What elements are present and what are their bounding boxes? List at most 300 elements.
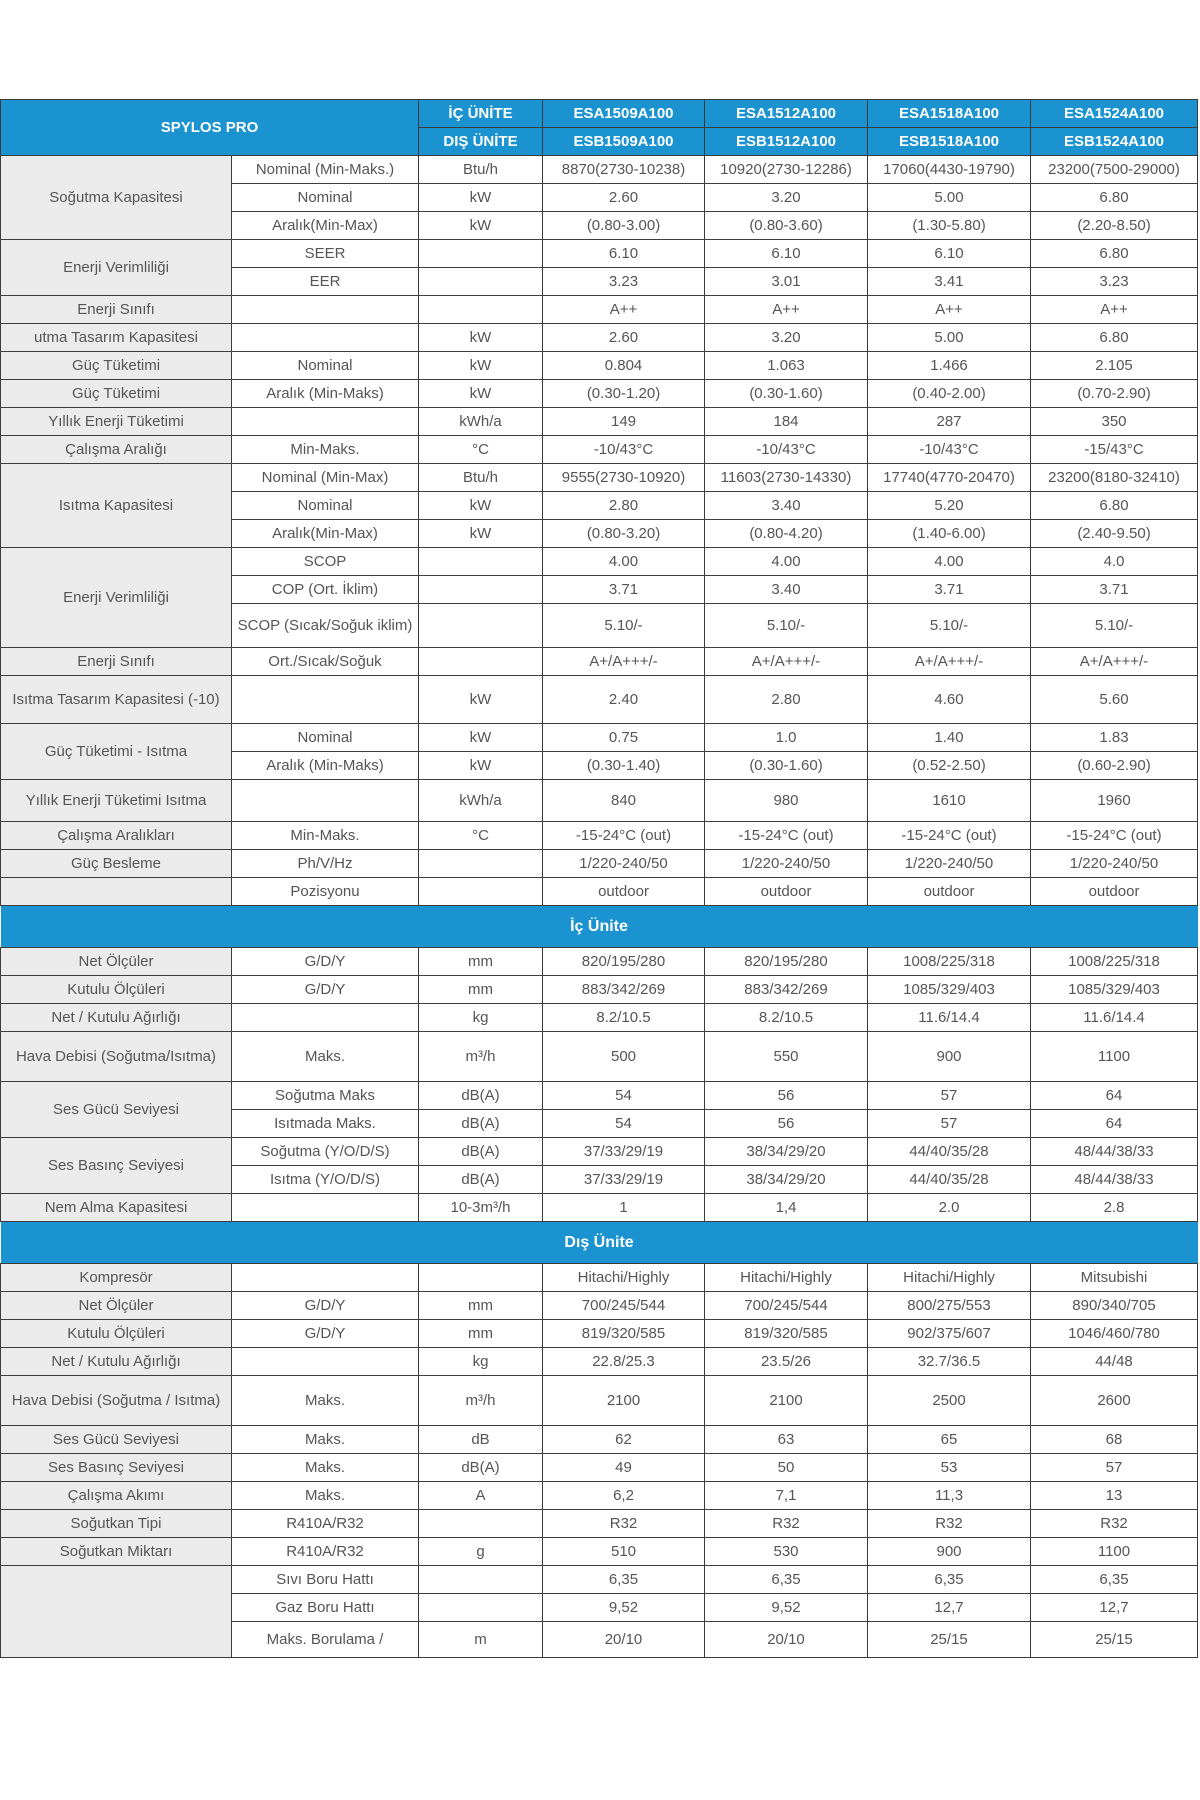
- row-sublabel: SCOP (Sıcak/Soğuk iklim): [232, 604, 419, 648]
- row-sublabel: Aralık(Min-Max): [232, 212, 419, 240]
- table-row: [1, 1510, 1198, 1538]
- row-value: 3.23: [1031, 268, 1198, 296]
- row-label: Hava Debisi (Soğutma / Isıtma): [1, 1376, 232, 1426]
- row-value: 11.6/14.4: [1031, 1004, 1198, 1032]
- row-label: [1, 1566, 232, 1658]
- row-sublabel: Aralık (Min-Maks): [232, 752, 419, 780]
- indoor-model: ESA1524A100: [1031, 100, 1198, 128]
- row-value: 6.10: [705, 240, 868, 268]
- row-value: 7,1: [705, 1482, 868, 1510]
- row-value: 700/245/544: [543, 1292, 705, 1320]
- row-value: 6,2: [543, 1482, 705, 1510]
- row-value: 5.10/-: [1031, 604, 1198, 648]
- row-unit: m: [419, 1622, 543, 1658]
- row-value: (2.40-9.50): [1031, 520, 1198, 548]
- row-label: Net / Kutulu Ağırlığı: [1, 1348, 232, 1376]
- spec-table: [0, 99, 1198, 1658]
- row-value: 6.80: [1031, 324, 1198, 352]
- indoor-model: ESA1518A100: [868, 100, 1031, 128]
- row-unit: dB: [419, 1426, 543, 1454]
- row-value: 48/44/38/33: [1031, 1166, 1198, 1194]
- row-unit: kg: [419, 1004, 543, 1032]
- row-value: 0.804: [543, 352, 705, 380]
- row-sublabel: Isıtma (Y/O/D/S): [232, 1166, 419, 1194]
- table-row: [1, 1004, 1198, 1032]
- row-unit: kW: [419, 324, 543, 352]
- row-unit: dB(A): [419, 1110, 543, 1138]
- section-header: [1, 1222, 1198, 1264]
- row-value: 23.5/26: [705, 1348, 868, 1376]
- table-row: [1, 1138, 1198, 1166]
- row-value: 819/320/585: [705, 1320, 868, 1348]
- row-value: 6,35: [1031, 1566, 1198, 1594]
- row-unit: g: [419, 1538, 543, 1566]
- indoor-model: ESA1509A100: [543, 100, 705, 128]
- row-value: 50: [705, 1454, 868, 1482]
- row-value: (0.60-2.90): [1031, 752, 1198, 780]
- section-header: [1, 906, 1198, 948]
- table-row: [1, 780, 1198, 822]
- row-sublabel: Soğutma (Y/O/D/S): [232, 1138, 419, 1166]
- row-sublabel: G/D/Y: [232, 1320, 419, 1348]
- row-value: 1100: [1031, 1032, 1198, 1082]
- row-sublabel: [232, 1348, 419, 1376]
- row-value: 883/342/269: [705, 976, 868, 1004]
- row-value: outdoor: [868, 878, 1031, 906]
- row-value: 6,35: [543, 1566, 705, 1594]
- row-value: 5.20: [868, 492, 1031, 520]
- row-unit: dB(A): [419, 1138, 543, 1166]
- row-value: 1.063: [705, 352, 868, 380]
- row-value: 12,7: [868, 1594, 1031, 1622]
- row-value: 44/40/35/28: [868, 1138, 1031, 1166]
- row-value: -15-24°C (out): [705, 822, 868, 850]
- row-value: 1.83: [1031, 724, 1198, 752]
- row-value: 3.20: [705, 324, 868, 352]
- row-label: Çalışma Akımı: [1, 1482, 232, 1510]
- row-value: 65: [868, 1426, 1031, 1454]
- row-unit: [419, 1566, 543, 1594]
- row-value: 840: [543, 780, 705, 822]
- row-unit: [419, 1264, 543, 1292]
- row-unit: kW: [419, 184, 543, 212]
- row-value: 5.60: [1031, 676, 1198, 724]
- row-label: Kompresör: [1, 1264, 232, 1292]
- row-unit: Btu/h: [419, 156, 543, 184]
- row-value: 53: [868, 1454, 1031, 1482]
- row-value: (0.70-2.90): [1031, 380, 1198, 408]
- row-value: 3.01: [705, 268, 868, 296]
- row-value: 1/220-240/50: [1031, 850, 1198, 878]
- row-label: Isıtma Tasarım Kapasitesi (-10): [1, 676, 232, 724]
- row-value: 510: [543, 1538, 705, 1566]
- row-value: 32.7/36.5: [868, 1348, 1031, 1376]
- row-sublabel: [232, 1194, 419, 1222]
- row-value: 5.00: [868, 324, 1031, 352]
- table-row: [1, 1320, 1198, 1348]
- row-sublabel: Maks.: [232, 1426, 419, 1454]
- row-value: (0.40-2.00): [868, 380, 1031, 408]
- row-sublabel: [232, 676, 419, 724]
- row-sublabel: Nominal (Min-Max): [232, 464, 419, 492]
- row-unit: °C: [419, 436, 543, 464]
- row-value: 5.00: [868, 184, 1031, 212]
- row-value: 6.10: [543, 240, 705, 268]
- outdoor-model: ESB1518A100: [868, 128, 1031, 156]
- row-value: R32: [543, 1510, 705, 1538]
- row-label: Nem Alma Kapasitesi: [1, 1194, 232, 1222]
- row-value: 10920(2730-12286): [705, 156, 868, 184]
- row-value: 1008/225/318: [868, 948, 1031, 976]
- row-label: Kutulu Ölçüleri: [1, 1320, 232, 1348]
- row-value: 12,7: [1031, 1594, 1198, 1622]
- row-value: 44/40/35/28: [868, 1166, 1031, 1194]
- row-value: 6,35: [868, 1566, 1031, 1594]
- outdoor-unit-label: DIŞ ÜNİTE: [419, 128, 543, 156]
- row-value: (0.30-1.40): [543, 752, 705, 780]
- row-unit: [419, 648, 543, 676]
- row-value: 3.40: [705, 576, 868, 604]
- row-value: 9555(2730-10920): [543, 464, 705, 492]
- table-row: [1, 408, 1198, 436]
- row-label: Güç Tüketimi - Isıtma: [1, 724, 232, 780]
- row-label: Çalışma Aralıkları: [1, 822, 232, 850]
- row-unit: [419, 548, 543, 576]
- row-value: 3.41: [868, 268, 1031, 296]
- table-row: [1, 1082, 1198, 1110]
- row-value: 44/48: [1031, 1348, 1198, 1376]
- row-sublabel: SCOP: [232, 548, 419, 576]
- row-sublabel: Aralık(Min-Max): [232, 520, 419, 548]
- row-unit: kW: [419, 752, 543, 780]
- row-value: 5.10/-: [543, 604, 705, 648]
- table-row: [1, 240, 1198, 268]
- row-value: (2.20-8.50): [1031, 212, 1198, 240]
- row-value: A++: [868, 296, 1031, 324]
- row-value: 890/340/705: [1031, 1292, 1198, 1320]
- row-value: (1.30-5.80): [868, 212, 1031, 240]
- row-value: 1008/225/318: [1031, 948, 1198, 976]
- row-value: R32: [868, 1510, 1031, 1538]
- row-unit: kW: [419, 492, 543, 520]
- table-row: [1, 1348, 1198, 1376]
- table-row: [1, 1482, 1198, 1510]
- row-value: A+/A+++/-: [705, 648, 868, 676]
- row-value: 2.60: [543, 324, 705, 352]
- row-value: 56: [705, 1110, 868, 1138]
- row-value: 900: [868, 1032, 1031, 1082]
- row-value: 22.8/25.3: [543, 1348, 705, 1376]
- row-value: 54: [543, 1082, 705, 1110]
- product-name: SPYLOS PRO: [1, 100, 419, 156]
- row-sublabel: EER: [232, 268, 419, 296]
- row-value: 1610: [868, 780, 1031, 822]
- row-value: -10/43°C: [543, 436, 705, 464]
- row-unit: [419, 1594, 543, 1622]
- table-row: [1, 1194, 1198, 1222]
- row-value: 48/44/38/33: [1031, 1138, 1198, 1166]
- row-value: 68: [1031, 1426, 1198, 1454]
- row-sublabel: Maks.: [232, 1454, 419, 1482]
- row-value: 819/320/585: [543, 1320, 705, 1348]
- row-value: 17740(4770-20470): [868, 464, 1031, 492]
- row-sublabel: [232, 408, 419, 436]
- row-value: (0.80-4.20): [705, 520, 868, 548]
- table-row: [1, 648, 1198, 676]
- row-label: Güç Tüketimi: [1, 380, 232, 408]
- row-unit: [419, 268, 543, 296]
- row-unit: 10-3m³/h: [419, 1194, 543, 1222]
- row-label: Enerji Sınıfı: [1, 648, 232, 676]
- row-value: 1: [543, 1194, 705, 1222]
- row-value: 2100: [543, 1376, 705, 1426]
- row-value: 530: [705, 1538, 868, 1566]
- row-value: 6.80: [1031, 184, 1198, 212]
- row-value: (0.30-1.20): [543, 380, 705, 408]
- row-value: 3.71: [543, 576, 705, 604]
- header-row-indoor: [1, 100, 1198, 128]
- table-row: [1, 724, 1198, 752]
- table-row: [1, 976, 1198, 1004]
- row-value: 2100: [705, 1376, 868, 1426]
- row-value: 700/245/544: [705, 1292, 868, 1320]
- table-row: [1, 1032, 1198, 1082]
- row-value: 49: [543, 1454, 705, 1482]
- row-label: Ses Gücü Seviyesi: [1, 1082, 232, 1138]
- row-value: (0.80-3.60): [705, 212, 868, 240]
- row-value: 23200(8180-32410): [1031, 464, 1198, 492]
- row-value: outdoor: [705, 878, 868, 906]
- row-value: 63: [705, 1426, 868, 1454]
- row-unit: kW: [419, 352, 543, 380]
- row-unit: kWh/a: [419, 780, 543, 822]
- row-value: 800/275/553: [868, 1292, 1031, 1320]
- row-value: 64: [1031, 1082, 1198, 1110]
- row-value: 38/34/29/20: [705, 1138, 868, 1166]
- row-unit: dB(A): [419, 1166, 543, 1194]
- table-row: [1, 548, 1198, 576]
- row-unit: [419, 576, 543, 604]
- table-row: [1, 822, 1198, 850]
- row-value: 62: [543, 1426, 705, 1454]
- row-sublabel: Isıtmada Maks.: [232, 1110, 419, 1138]
- row-value: 2.40: [543, 676, 705, 724]
- table-row: [1, 1264, 1198, 1292]
- row-unit: [419, 240, 543, 268]
- row-sublabel: [232, 780, 419, 822]
- row-label: Soğutkan Miktarı: [1, 1538, 232, 1566]
- row-value: 1085/329/403: [1031, 976, 1198, 1004]
- row-value: 3.71: [1031, 576, 1198, 604]
- row-value: outdoor: [543, 878, 705, 906]
- row-value: 2.80: [543, 492, 705, 520]
- row-value: 37/33/29/19: [543, 1138, 705, 1166]
- row-value: 4.0: [1031, 548, 1198, 576]
- row-sublabel: R410A/R32: [232, 1538, 419, 1566]
- row-label: utma Tasarım Kapasitesi: [1, 324, 232, 352]
- row-value: 4.00: [543, 548, 705, 576]
- row-value: 9,52: [705, 1594, 868, 1622]
- row-value: 56: [705, 1082, 868, 1110]
- row-value: outdoor: [1031, 878, 1198, 906]
- table-row: [1, 1292, 1198, 1320]
- row-value: 9,52: [543, 1594, 705, 1622]
- row-value: (0.52-2.50): [868, 752, 1031, 780]
- row-unit: [419, 604, 543, 648]
- row-value: 6,35: [705, 1566, 868, 1594]
- row-unit: mm: [419, 948, 543, 976]
- table-row: [1, 1454, 1198, 1482]
- outdoor-model: ESB1512A100: [705, 128, 868, 156]
- row-label: Enerji Sınıfı: [1, 296, 232, 324]
- row-label: Güç Besleme: [1, 850, 232, 878]
- table-row: [1, 296, 1198, 324]
- row-value: 4.00: [868, 548, 1031, 576]
- row-value: 1/220-240/50: [868, 850, 1031, 878]
- row-label: Soğutkan Tipi: [1, 1510, 232, 1538]
- row-unit: dB(A): [419, 1454, 543, 1482]
- row-value: A+/A+++/-: [1031, 648, 1198, 676]
- row-value: 883/342/269: [543, 976, 705, 1004]
- row-value: -10/43°C: [705, 436, 868, 464]
- row-value: 5.10/-: [868, 604, 1031, 648]
- row-sublabel: Aralık (Min-Maks): [232, 380, 419, 408]
- row-value: 64: [1031, 1110, 1198, 1138]
- row-value: R32: [705, 1510, 868, 1538]
- row-value: 350: [1031, 408, 1198, 436]
- row-label: Ses Basınç Seviyesi: [1, 1138, 232, 1194]
- row-value: 17060(4430-19790): [868, 156, 1031, 184]
- row-sublabel: R410A/R32: [232, 1510, 419, 1538]
- row-value: (0.80-3.20): [543, 520, 705, 548]
- row-value: 4.00: [705, 548, 868, 576]
- row-sublabel: Sıvı Boru Hattı: [232, 1566, 419, 1594]
- row-value: 25/15: [868, 1622, 1031, 1658]
- row-value: 2.8: [1031, 1194, 1198, 1222]
- row-sublabel: Maks.: [232, 1032, 419, 1082]
- row-value: 13: [1031, 1482, 1198, 1510]
- row-label: Güç Tüketimi: [1, 352, 232, 380]
- row-label: Ses Gücü Seviyesi: [1, 1426, 232, 1454]
- row-value: 1046/460/780: [1031, 1320, 1198, 1348]
- row-value: 38/34/29/20: [705, 1166, 868, 1194]
- row-value: 2.60: [543, 184, 705, 212]
- row-value: A++: [705, 296, 868, 324]
- row-unit: A: [419, 1482, 543, 1510]
- row-value: 57: [1031, 1454, 1198, 1482]
- row-unit: [419, 850, 543, 878]
- row-value: 20/10: [543, 1622, 705, 1658]
- row-label: [1, 878, 232, 906]
- row-value: 902/375/607: [868, 1320, 1031, 1348]
- row-unit: mm: [419, 1320, 543, 1348]
- row-value: 4.60: [868, 676, 1031, 724]
- table-row: [1, 156, 1198, 184]
- row-value: A++: [1031, 296, 1198, 324]
- row-value: 287: [868, 408, 1031, 436]
- row-value: (1.40-6.00): [868, 520, 1031, 548]
- row-unit: mm: [419, 976, 543, 1004]
- row-unit: [419, 878, 543, 906]
- row-label: Ses Basınç Seviyesi: [1, 1454, 232, 1482]
- row-sublabel: G/D/Y: [232, 1292, 419, 1320]
- row-value: 3.20: [705, 184, 868, 212]
- row-value: 1085/329/403: [868, 976, 1031, 1004]
- indoor-model: ESA1512A100: [705, 100, 868, 128]
- row-value: Mitsubishi: [1031, 1264, 1198, 1292]
- row-sublabel: Pozisyonu: [232, 878, 419, 906]
- row-value: 820/195/280: [705, 948, 868, 976]
- row-label: Çalışma Aralığı: [1, 436, 232, 464]
- row-value: 1.40: [868, 724, 1031, 752]
- row-value: 6.80: [1031, 492, 1198, 520]
- row-value: 500: [543, 1032, 705, 1082]
- row-value: Hitachi/Highly: [543, 1264, 705, 1292]
- row-sublabel: Ort./Sıcak/Soğuk: [232, 648, 419, 676]
- row-value: 3.71: [868, 576, 1031, 604]
- row-value: 54: [543, 1110, 705, 1138]
- row-sublabel: [232, 1264, 419, 1292]
- row-value: 1.466: [868, 352, 1031, 380]
- row-sublabel: Nominal: [232, 492, 419, 520]
- table-row: [1, 676, 1198, 724]
- row-value: 1/220-240/50: [705, 850, 868, 878]
- row-sublabel: G/D/Y: [232, 976, 419, 1004]
- row-value: A+/A+++/-: [543, 648, 705, 676]
- row-value: 23200(7500-29000): [1031, 156, 1198, 184]
- row-value: -15-24°C (out): [543, 822, 705, 850]
- row-value: 1960: [1031, 780, 1198, 822]
- row-unit: °C: [419, 822, 543, 850]
- row-value: 2.105: [1031, 352, 1198, 380]
- table-row: [1, 1426, 1198, 1454]
- row-value: Hitachi/Highly: [868, 1264, 1031, 1292]
- row-value: 2500: [868, 1376, 1031, 1426]
- row-value: 57: [868, 1110, 1031, 1138]
- row-value: 184: [705, 408, 868, 436]
- row-value: 149: [543, 408, 705, 436]
- row-value: 1.0: [705, 724, 868, 752]
- row-sublabel: Nominal: [232, 352, 419, 380]
- row-sublabel: Nominal: [232, 724, 419, 752]
- row-unit: kW: [419, 724, 543, 752]
- row-label: Yıllık Enerji Tüketimi Isıtma: [1, 780, 232, 822]
- row-value: 820/195/280: [543, 948, 705, 976]
- row-unit: kW: [419, 380, 543, 408]
- row-value: 3.23: [543, 268, 705, 296]
- section-title: İç Ünite: [1, 906, 1198, 948]
- row-label: Hava Debisi (Soğutma/Isıtma): [1, 1032, 232, 1082]
- row-unit: m³/h: [419, 1376, 543, 1426]
- row-value: (0.30-1.60): [705, 380, 868, 408]
- row-sublabel: Min-Maks.: [232, 436, 419, 464]
- row-sublabel: COP (Ort. İklim): [232, 576, 419, 604]
- row-value: (0.80-3.00): [543, 212, 705, 240]
- outdoor-model: ESB1509A100: [543, 128, 705, 156]
- row-label: Soğutma Kapasitesi: [1, 156, 232, 240]
- row-label: Net Ölçüler: [1, 1292, 232, 1320]
- outdoor-model: ESB1524A100: [1031, 128, 1198, 156]
- row-value: 2.80: [705, 676, 868, 724]
- table-row: [1, 1538, 1198, 1566]
- row-label: Isıtma Kapasitesi: [1, 464, 232, 548]
- row-value: R32: [1031, 1510, 1198, 1538]
- row-sublabel: Maks.: [232, 1482, 419, 1510]
- row-sublabel: Nominal: [232, 184, 419, 212]
- row-value: 1100: [1031, 1538, 1198, 1566]
- row-label: Enerji Verimliliği: [1, 548, 232, 648]
- row-value: 11.6/14.4: [868, 1004, 1031, 1032]
